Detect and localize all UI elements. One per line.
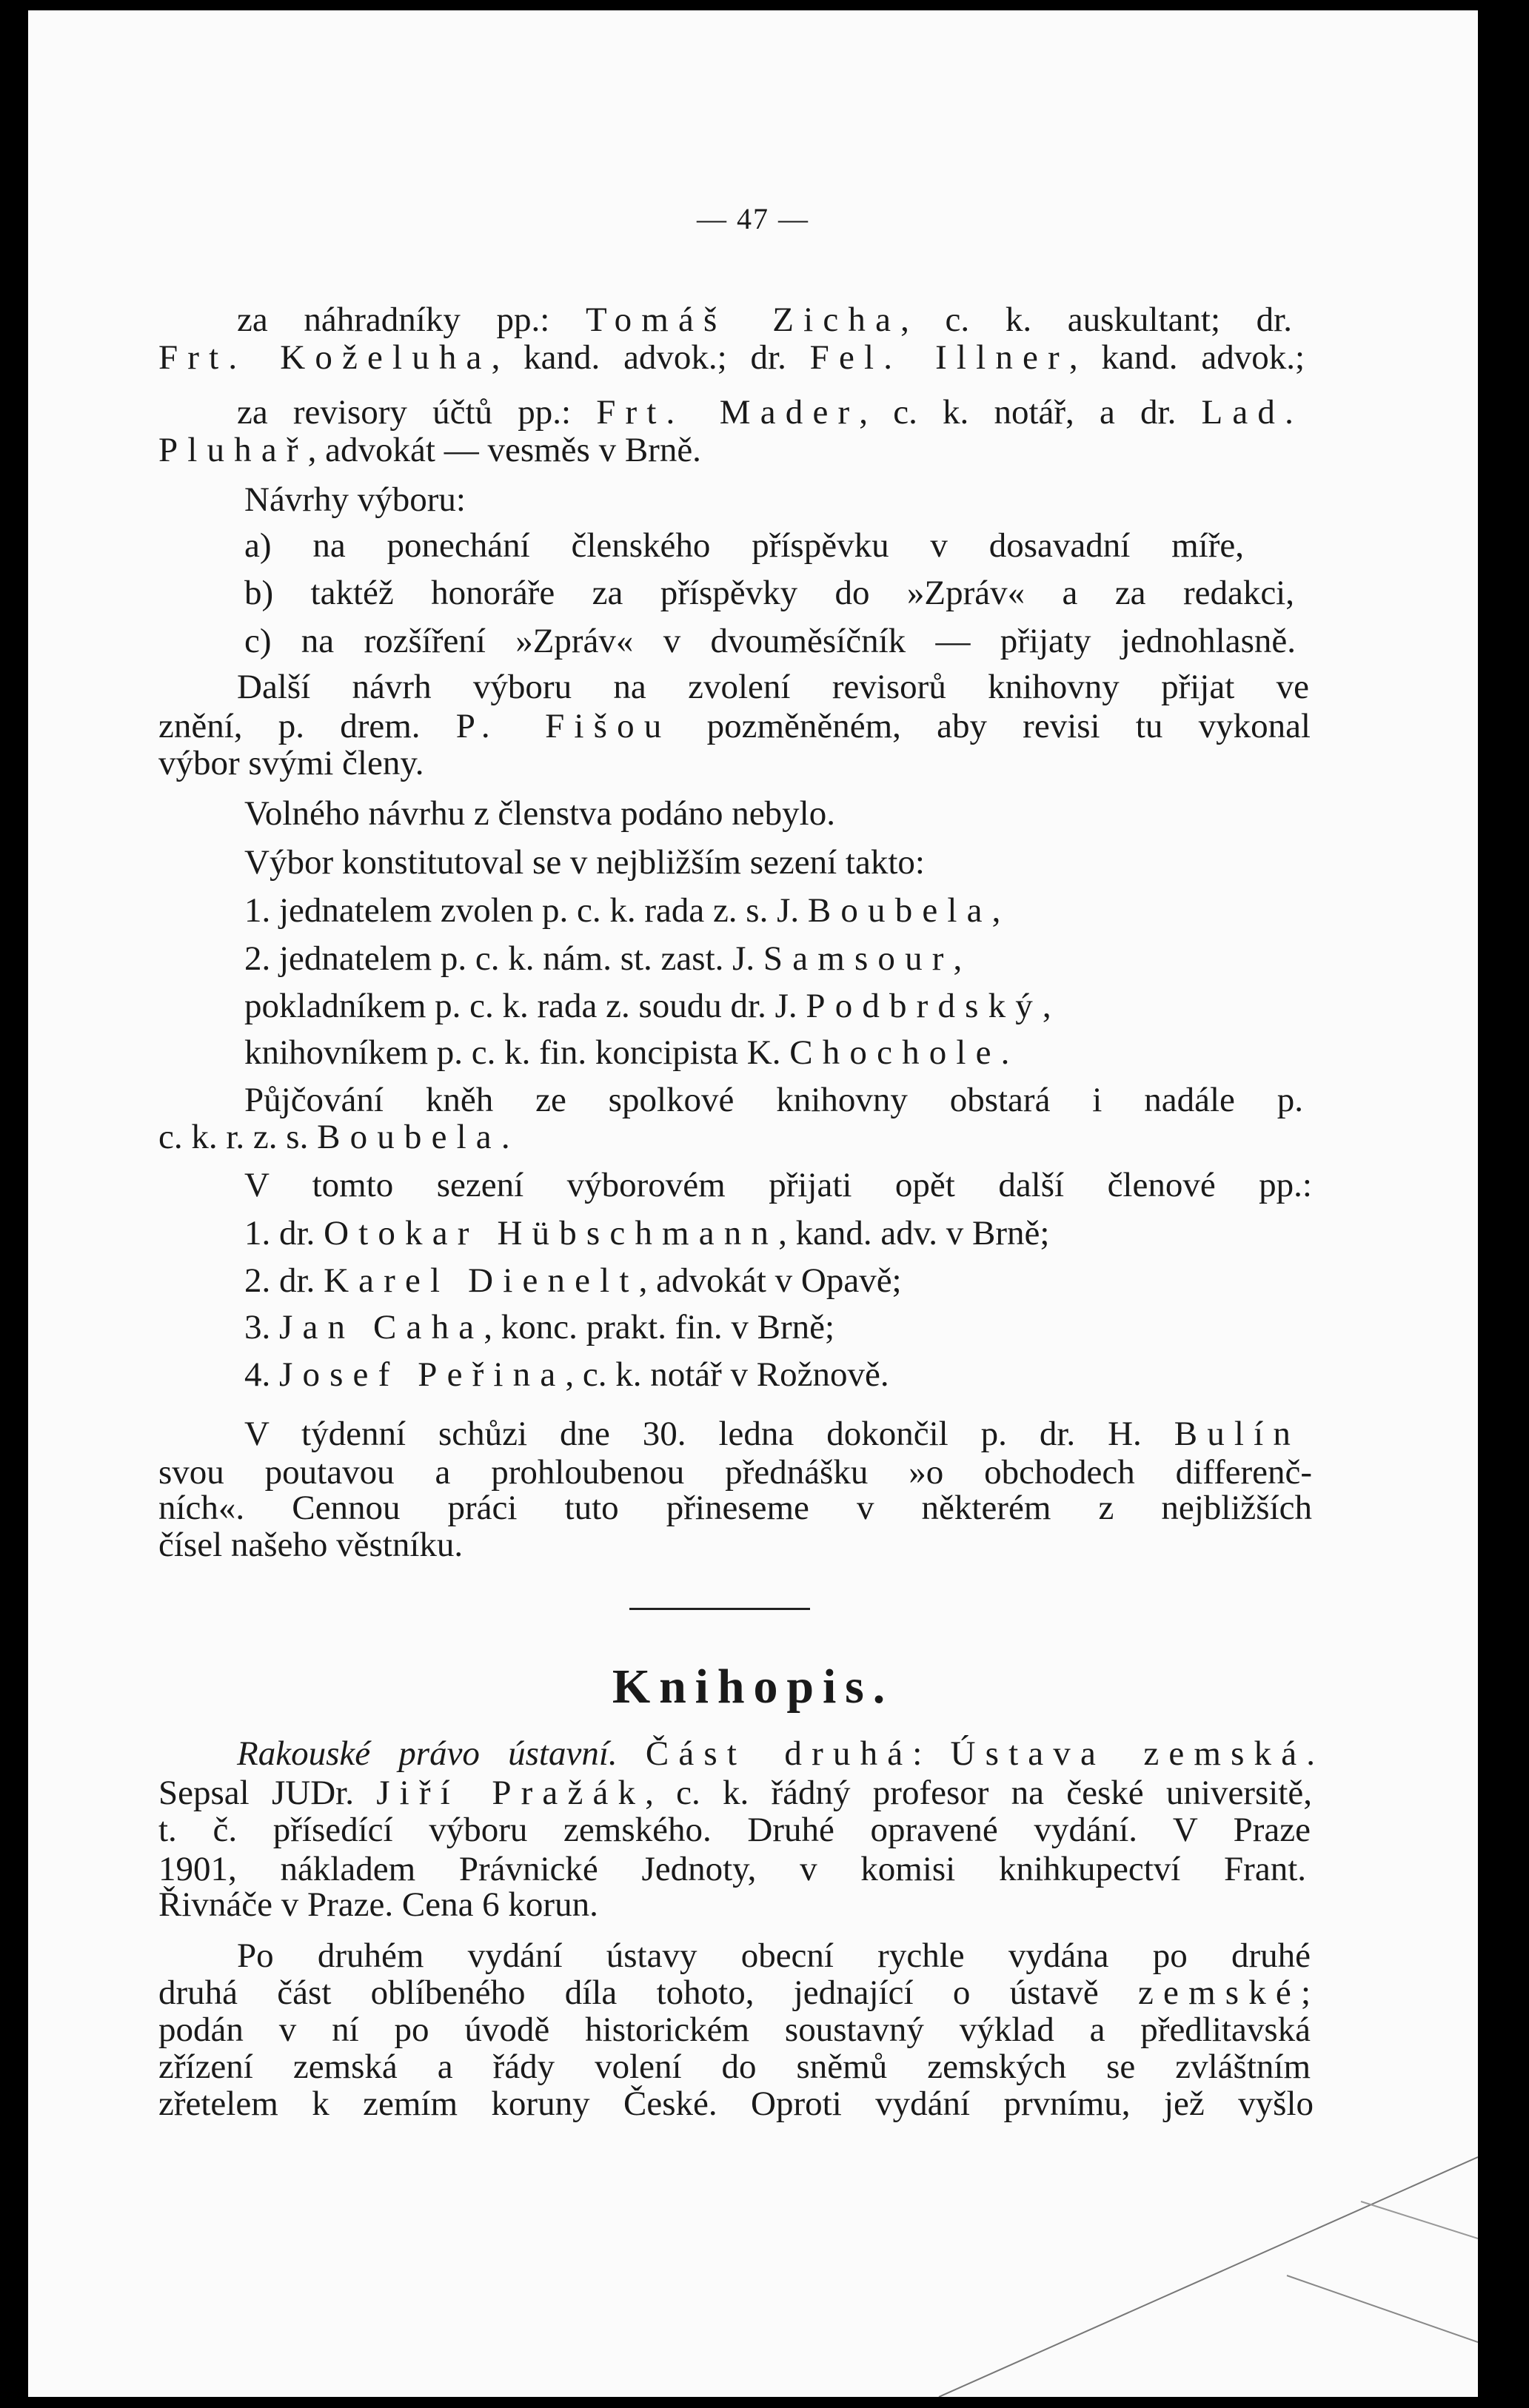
text-line	[244, 526, 1244, 565]
spaced-name: Jan Caha	[279, 1308, 484, 1346]
spaced-name: P. Fišou	[455, 707, 672, 745]
text-run: , c. k. auskultant; dr.	[900, 301, 1292, 339]
text-line	[237, 1936, 1311, 1975]
spaced-name: Fel. Illner	[809, 338, 1069, 377]
text-line	[158, 1813, 1311, 1848]
spaced-name: Část druhá	[645, 1734, 913, 1773]
text-run: za revisory účtů pp.:	[237, 393, 597, 432]
spaced-name: Otokar Hübschmann	[324, 1214, 779, 1252]
text-run: , c. k. notář v Rožnově.	[565, 1355, 889, 1394]
text-run: , c. k. řádný profesor na české universitě,	[645, 1774, 1312, 1812]
spaced-name: Karel Dienelt	[324, 1261, 639, 1300]
text-run: Další návrh výboru na zvolení revisorů knihovny přijat ve	[237, 668, 1309, 706]
text-run: , c. k. notář, a dr.	[859, 393, 1202, 432]
text-line	[244, 1417, 1300, 1452]
text-run: Půjčování kněh ze spolkové knihovny obstará i nadále p.	[244, 1081, 1303, 1119]
text-line	[244, 576, 1294, 611]
text-run: .	[501, 1118, 510, 1156]
text-run: , kand. advok.;	[1068, 338, 1305, 377]
text-line	[244, 893, 1188, 928]
page-number: — 47 —	[697, 202, 809, 235]
text-run: 1. dr.	[244, 1214, 324, 1252]
text-line	[244, 1216, 1050, 1251]
text-line	[237, 395, 1303, 430]
text-line	[158, 338, 1305, 377]
text-run: ,	[1042, 987, 1051, 1025]
text-run: .	[1000, 1033, 1010, 1072]
text-line	[158, 1973, 1311, 2012]
text-run: pokladníkem p. c. k. rada z. soudu dr. J.	[244, 987, 806, 1025]
text-run: , konc. prakt. fin. v Brně;	[484, 1308, 835, 1346]
text-line	[244, 1083, 1303, 1118]
text-run: 1901, nákladem Právnické Jednoty, v komisi knihkupectví Frant.	[158, 1850, 1306, 1888]
text-run: .	[1306, 1734, 1315, 1773]
text-line	[158, 746, 469, 781]
text-run: Návrhy výboru:	[244, 480, 466, 519]
text-run: a) na ponechání členského příspěvku v dosavadní míře,	[244, 526, 1244, 565]
spaced-name: Podbrdský	[806, 987, 1043, 1025]
text-run: V týdenní schůzi dne 30. ledna dokončil p. dr. H.	[244, 1415, 1174, 1453]
text-run: , advokát v Opavě;	[638, 1261, 902, 1300]
text-line	[244, 796, 889, 831]
text-run: 1. jednatelem zvolen p. c. k. rada z. s. J.	[244, 891, 808, 930]
text-run: ,	[991, 891, 1001, 930]
text-line	[244, 1355, 893, 1394]
spaced-name: Ústava zemská	[950, 1734, 1307, 1773]
text-line	[244, 1308, 835, 1346]
spaced-name: Tomáš Zicha	[586, 301, 901, 339]
text-run: ních«. Cennou práci tuto přineseme v některém z nejbližších	[158, 1489, 1312, 1527]
spaced-name: Frt. Mader	[596, 393, 860, 432]
text-line	[237, 670, 1309, 705]
spaced-name: Lad.	[1201, 393, 1303, 432]
text-line	[244, 1168, 1312, 1203]
text-line	[158, 1455, 1312, 1490]
scan-line	[1287, 2275, 1478, 2342]
text-run: 3.	[244, 1308, 279, 1346]
book-title: Rakouské právo ústavní.	[237, 1734, 618, 1773]
text-line	[158, 1776, 1312, 1811]
document-page	[28, 10, 1478, 2397]
spaced-name: Boubela	[317, 1118, 501, 1156]
text-run: c. k. r. z. s.	[158, 1118, 318, 1156]
text-line	[244, 624, 1296, 659]
text-line	[244, 480, 546, 519]
text-run: Výbor konstitutoval se v nejbližším sezení takto:	[244, 843, 925, 882]
text-line	[158, 2010, 1311, 2049]
section-heading: Knihopis.	[612, 1660, 894, 1714]
text-run: , kand. advok.; dr.	[491, 338, 810, 377]
text-run: výbor svými členy.	[158, 744, 424, 782]
spaced-name: Jiří Pražák	[376, 1774, 646, 1812]
text-run: zřízení zemská a řády volení do sněmů zemských se zvláštním	[158, 2048, 1311, 2086]
spaced-name: Boubela	[807, 891, 992, 930]
text-line	[158, 1120, 588, 1155]
text-line	[244, 1033, 1124, 1072]
text-run: pozměněném, aby revisi tu vykonal	[671, 707, 1311, 745]
text-line	[244, 1261, 902, 1300]
text-run: za náhradníky pp.:	[237, 301, 586, 339]
text-run: , advokát — vesměs v Brně.	[307, 431, 701, 469]
text-run: čísel našeho věstníku.	[158, 1526, 464, 1564]
text-run: zřetelem k zemím koruny České. Oproti vydání prvnímu, jež vyšlo	[158, 2085, 1314, 2123]
spaced-name: Josef Peřina	[279, 1355, 566, 1394]
text-run: 4.	[244, 1355, 279, 1394]
text-run: Sepsal JUDr.	[158, 1774, 377, 1812]
section-divider	[629, 1608, 810, 1610]
text-run: 2. dr.	[244, 1261, 324, 1300]
text-run: Volného návrhu z členstva podáno nebylo.	[244, 794, 835, 833]
text-run: c) na rozšíření »Zpráv« v dvouměsíčník — přijaty jednohlasně.	[244, 622, 1296, 660]
spaced-name: Bulín	[1174, 1415, 1300, 1453]
text-line	[158, 1528, 561, 1563]
text-run: druhá část oblíbeného díla tohoto, jednající o ústavě	[158, 1973, 1139, 2012]
text-line	[158, 1491, 1312, 1526]
text-run: svou poutavou a prohloubenou přednášku »o obchodech differenč-	[158, 1453, 1312, 1492]
text-line	[158, 2087, 1314, 2122]
text-run: podán v ní po úvodě historickém soustavný výklad a předlitavská	[158, 2010, 1311, 2049]
spaced-name: Chochole	[789, 1033, 1001, 1072]
text-line	[158, 1852, 1306, 1887]
text-line	[237, 1734, 1315, 1773]
text-line	[158, 2050, 1311, 2085]
text-line	[158, 709, 1311, 744]
text-line	[237, 303, 1292, 338]
text-run: 2. jednatelem p. c. k. nám. st. zast. J.	[244, 939, 763, 978]
text-line	[158, 431, 701, 469]
text-run: :	[912, 1734, 951, 1773]
spaced-name: Pluhař	[158, 431, 308, 469]
text-line	[158, 1885, 677, 1924]
scan-line	[939, 2157, 1478, 2397]
text-run: knihovníkem p. c. k. fin. koncipista K.	[244, 1033, 790, 1072]
text-run: Po druhém vydání ústavy obecní rychle vydána po druhé	[237, 1936, 1311, 1975]
text-run: b) taktéž honoráře za příspěvky do »Zpráv« a za redakci,	[244, 574, 1294, 612]
text-run: V tomto sezení výborovém přijati opět další členové pp.:	[244, 1166, 1312, 1204]
scan-line	[1361, 2201, 1478, 2238]
text-line	[244, 939, 1158, 978]
spaced-name: Samsour	[763, 939, 954, 978]
spaced-name: Frt. Koželuha	[158, 338, 492, 377]
spaced-name: zemské	[1138, 1973, 1301, 2012]
text-run: Řivnáče v Praze. Cena 6 korun.	[158, 1885, 598, 1924]
text-run: ;	[1300, 1973, 1311, 2012]
text-line	[244, 845, 1088, 880]
text-run: ,	[953, 939, 963, 978]
text-run: znění, p. drem.	[158, 707, 456, 745]
text-run: , kand. adv. v Brně;	[778, 1214, 1050, 1252]
text-line	[244, 989, 1207, 1024]
text-run	[618, 1734, 646, 1773]
text-run: t. č. přísedící výboru zemského. Druhé opravené vydání. V Praze	[158, 1811, 1311, 1849]
